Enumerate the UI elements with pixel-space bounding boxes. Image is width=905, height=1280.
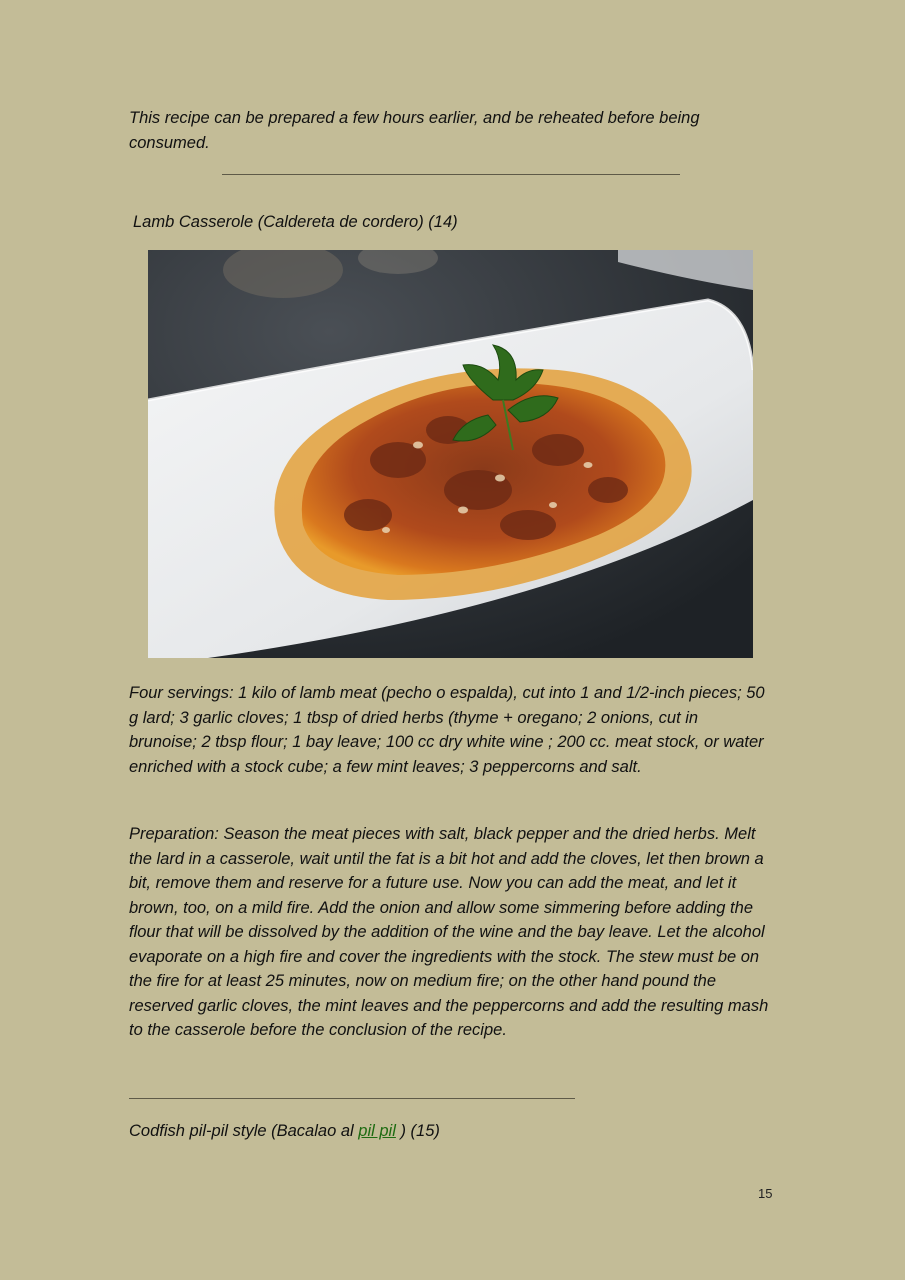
recipe-title-suffix: ) (15) bbox=[395, 1122, 440, 1140]
recipe-title-prefix: Codfish pil-pil style (Bacalao al bbox=[129, 1122, 359, 1140]
pil-pil-link[interactable]: pil pil bbox=[358, 1122, 396, 1140]
recipe-title-codfish-pil-pil bbox=[129, 1119, 769, 1144]
recipe-title-lamb-casserole: Lamb Casserole (Caldereta de cordero) (14) bbox=[133, 213, 458, 231]
ingredients-text: Four servings: 1 kilo of lamb meat (pecho o espalda), cut into 1 and 1/2-inch pieces; 50 g lard; 3 garlic cloves; 1 tbsp of dried herbs (thyme + oregano; 2 onions, cut in brunoise; 2 tbsp flour; 1 bay leave; 100 cc dry white wine ; 200 cc. meat stock, or water enriched with a stock cube; a few mint leaves; 3 peppercorns and salt. bbox=[129, 684, 765, 776]
page-number: 15 bbox=[758, 1186, 773, 1201]
intro-text: This recipe can be prepared a few hours earlier, and be reheated before being consumed. bbox=[129, 109, 700, 152]
preparation-text: Preparation: Season the meat pieces with salt, black pepper and the dried herbs. Melt the lard in a casserole, wait until the fat is a bit hot and add the cloves, let then brown a bit, remove them and reserve for a future use. Now you can add the meat, and let it brown, too, on a mild fire. Add the onion and allow some simmering before adding the flour that will be dissolved by the addition of the wine and the bay leave. Let the alcohol evaporate on a high fire and cover the ingredients with the stock. The stew must be on the fire for at least 25 minutes, now on medium fire; on the other hand pound the reserved garlic cloves, the mint leaves and the peppercorns and add the resulting mash to the casserole before the conclusion of the recipe. bbox=[129, 825, 769, 1039]
lamb-casserole-photo bbox=[148, 250, 753, 658]
separator-line bbox=[222, 174, 680, 175]
separator-line bbox=[129, 1098, 575, 1099]
